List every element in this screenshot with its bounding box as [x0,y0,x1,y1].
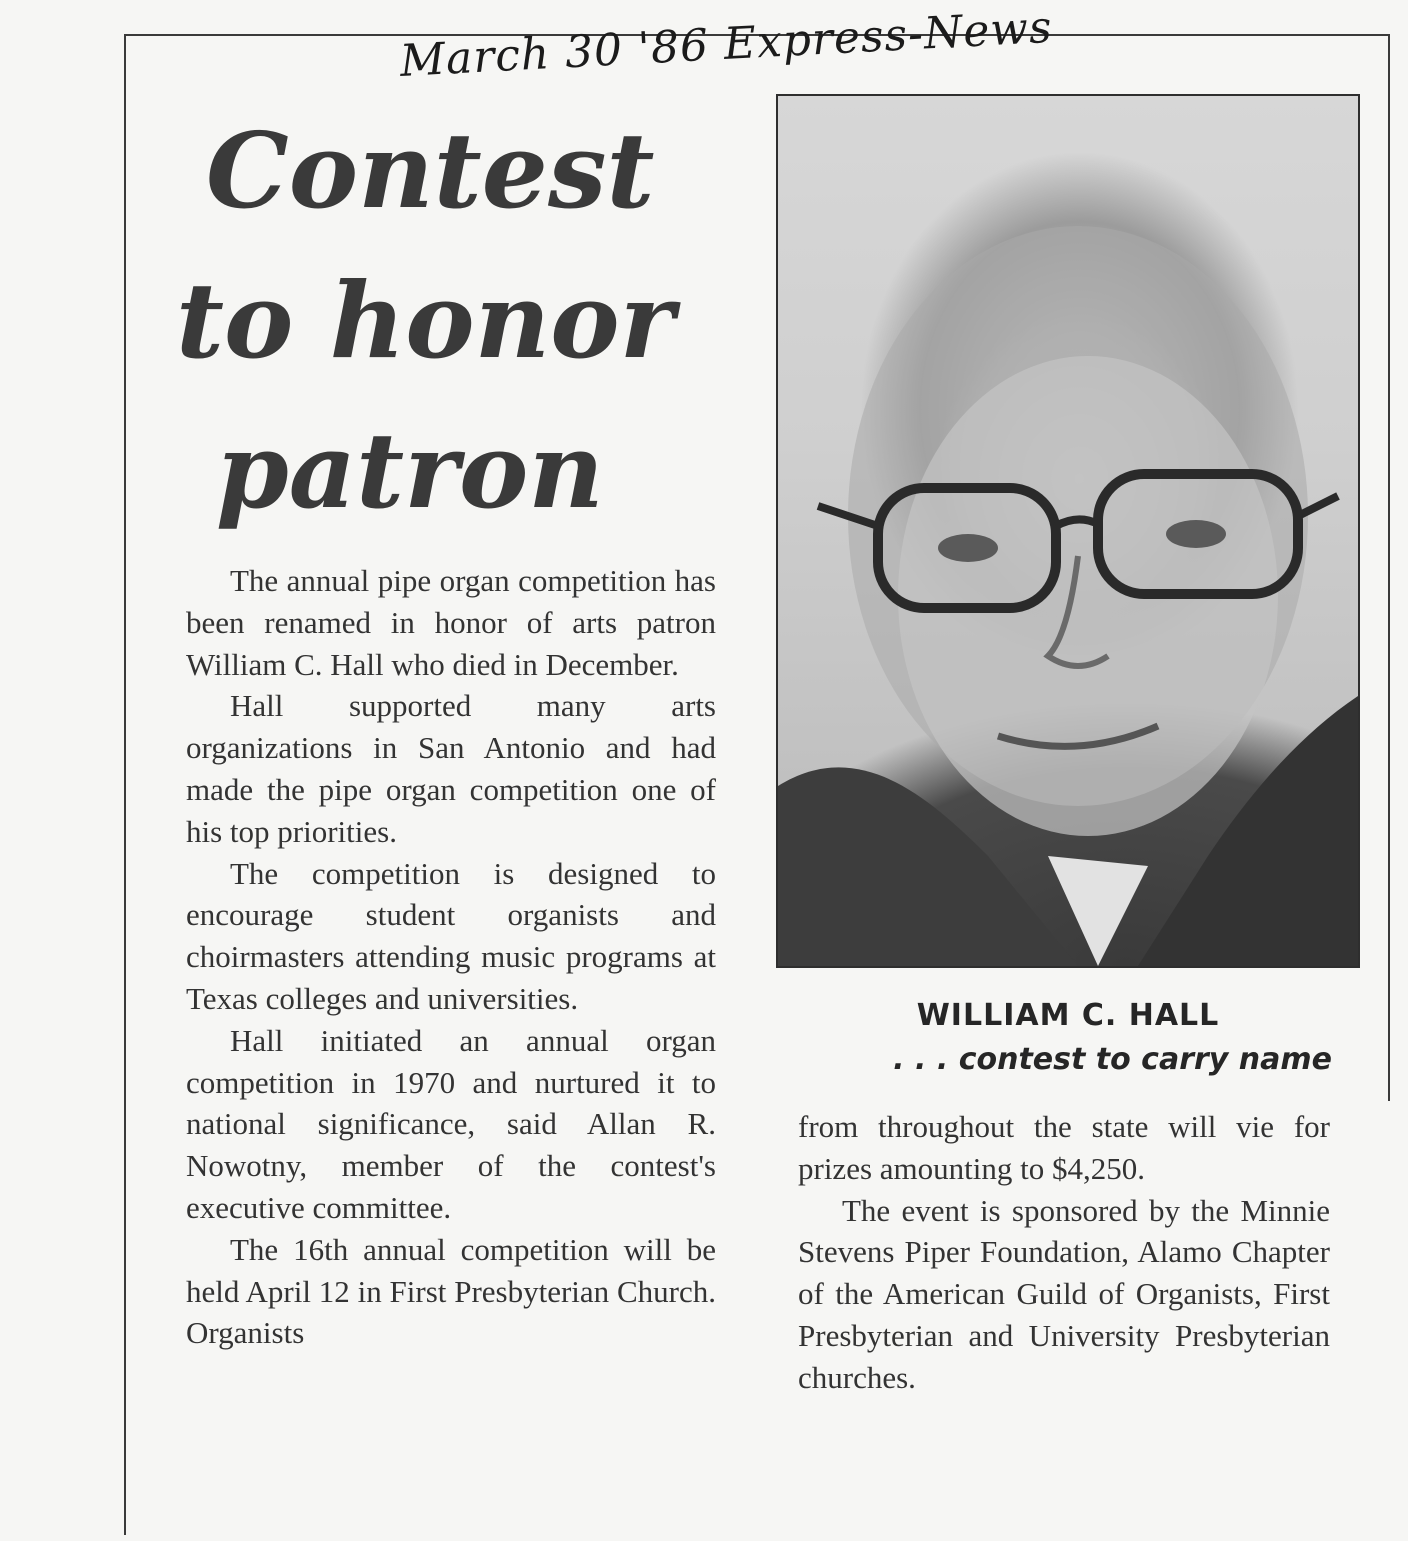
handwritten-annotation: March 30 '86 Express-News [398,1,1054,87]
article-column-left [186,560,716,1354]
article-paragraph: The event is sponsored by the Minnie Stevens Piper Foundation, Alamo Chapter of the American Guild of Organists, First Presbyterian and University Presbyterian churches. [798,1192,1330,1395]
photo-caption-name: WILLIAM C. HALL [916,998,1220,1033]
article-paragraph: from throughout the state will vie for prizes amounting to $4,250. [798,1109,1330,1186]
article-column-right [798,1106,1330,1399]
article-paragraph: The annual pipe organ competition has been renamed in honor of arts patron William C. Hall who died in December. [186,563,716,682]
article-paragraph: The competition is designed to encourage student organists and choirmasters attending music programs at Texas colleges and universities. [186,855,716,1016]
headline-line-2: to honor [176,259,675,382]
article-paragraph: Hall supported many arts organizations in San Antonio and had made the pipe organ competition one of his top priorities. [186,688,716,849]
headline [176,96,736,546]
article-paragraph: The 16th annual competition will be held April 12 in First Presbyterian Church. Organists [186,1231,716,1351]
headline-line-3: patron [216,409,604,532]
portrait-photo [776,94,1360,968]
photo-caption-subtitle: . . . contest to carry name [893,1042,1332,1077]
headline-line-1: Contest [206,109,655,232]
article-paragraph: Hall initiated an annual organ competition in 1970 and nurtured it to national significance, said Allan R. Nowotny, member of the contest's executive committee. [186,1022,716,1225]
portrait-photo-icon [778,96,1358,966]
